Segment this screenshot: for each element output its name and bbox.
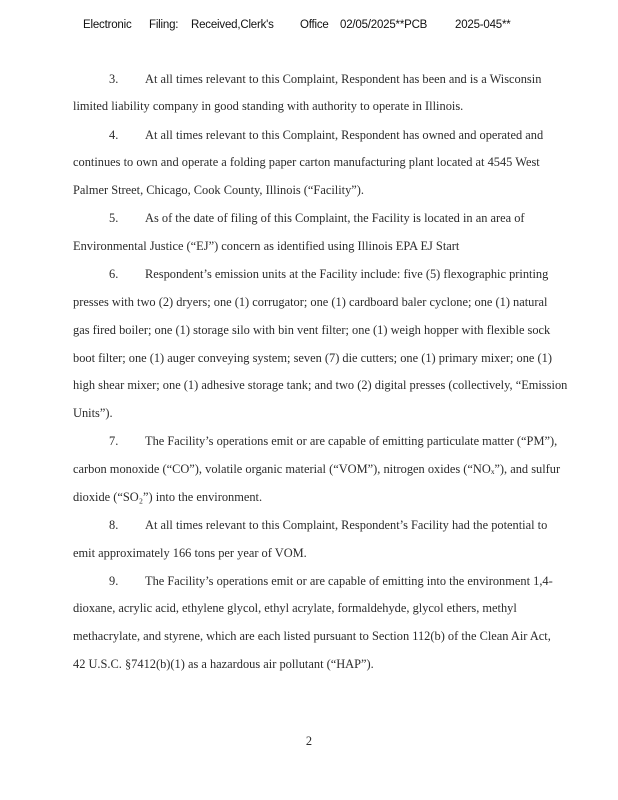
paragraph-number: 8. — [109, 518, 119, 532]
paragraph-4-line-1: 4. At all times relevant to this Complaint, Respondent has owned and operated and — [109, 128, 544, 142]
paragraph-9-line-4: 42 U.S.C. §7412(b)(1) as a hazardous air pollutant (“HAP”). — [73, 657, 374, 671]
paragraph-8-line-1: 8. At all times relevant to this Complaint, Respondent’s Facility had the potential to — [109, 518, 548, 532]
paragraph-9-line-2: dioxane, acrylic acid, ethylene glycol, ethyl acrylate, formaldehyde, glycol ethers, methyl — [73, 601, 517, 615]
paragraph-6-line-5: high shear mixer; one (1) adhesive storage tank; and two (2) digital presses (collectively, “Emission — [73, 378, 568, 392]
header-electronic: Electronic — [83, 19, 132, 31]
paragraph-6-line-4: boot filter; one (1) auger conveying system; seven (7) die cutters; one (1) primary mixer; one (1) — [73, 351, 552, 365]
paragraph-5-line-1: 5. As of the date of filing of this Complaint, the Facility is located in an area of — [109, 211, 525, 225]
paragraph-3-line-2: limited liability company in good standing with authority to operate in Illinois. — [73, 99, 464, 113]
paragraph-7-line-2: carbon monoxide (“CO”), volatile organic material (“VOM”), nitrogen oxides (“NOₓ”), and sulfur — [73, 462, 561, 476]
paragraph-4-line-2: continues to own and operate a folding paper carton manufacturing plant located at 4545 West — [73, 155, 540, 169]
header-filing: Filing: — [149, 19, 179, 31]
paragraph-number: 4. — [109, 128, 119, 142]
header-case-number: 2025-045** — [455, 19, 511, 31]
paragraph-6-line-2: presses with two (2) dryers; one (1) corrugator; one (1) cardboard baler cyclone; one (1) natural — [73, 295, 548, 309]
paragraph-9-line-3: methacrylate, and styrene, which are each listed pursuant to Section 112(b) of the Clean Air Act, — [73, 629, 551, 643]
header-date: 02/05/2025**PCB — [340, 19, 428, 31]
paragraph-9-line-1: 9. The Facility’s operations emit or are capable of emitting into the environment 1,4- — [109, 574, 553, 588]
paragraph-6-line-6: Units”). — [73, 406, 113, 420]
paragraph-number: 9. — [109, 574, 119, 588]
filing-stamp-header — [0, 19, 618, 37]
paragraph-4-line-3: Palmer Street, Chicago, Cook County, Illinois (“Facility”). — [73, 183, 365, 197]
header-office: Office — [300, 19, 329, 31]
paragraph-number: 3. — [109, 72, 119, 86]
paragraph-number: 6. — [109, 267, 119, 281]
paragraph-5-line-2: Environmental Justice (“EJ”) concern as identified using Illinois EPA EJ Start — [73, 239, 460, 253]
paragraph-6-line-1: 6. Respondent’s emission units at the Facility include: five (5) flexographic printing — [109, 267, 549, 281]
paragraph-6-line-3: gas fired boiler; one (1) storage silo with bin vent filter; one (1) weigh hopper with flexible sock — [73, 323, 551, 337]
page-number: 2 — [305, 734, 313, 748]
paragraph-3-line-1: 3. At all times relevant to this Complaint, Respondent has been and is a Wisconsin — [109, 72, 542, 86]
paragraph-8-line-2: emit approximately 166 tons per year of VOM. — [73, 546, 307, 560]
paragraph-7-line-3: dioxide (“SO₂”) into the environment. — [73, 490, 263, 504]
paragraph-7-line-1: 7. The Facility’s operations emit or are capable of emitting particulate matter (“PM”), — [109, 434, 558, 448]
paragraph-number: 7. — [109, 434, 119, 448]
paragraph-number: 5. — [109, 211, 119, 225]
header-received-clerks: Received,Clerk's — [191, 19, 274, 31]
